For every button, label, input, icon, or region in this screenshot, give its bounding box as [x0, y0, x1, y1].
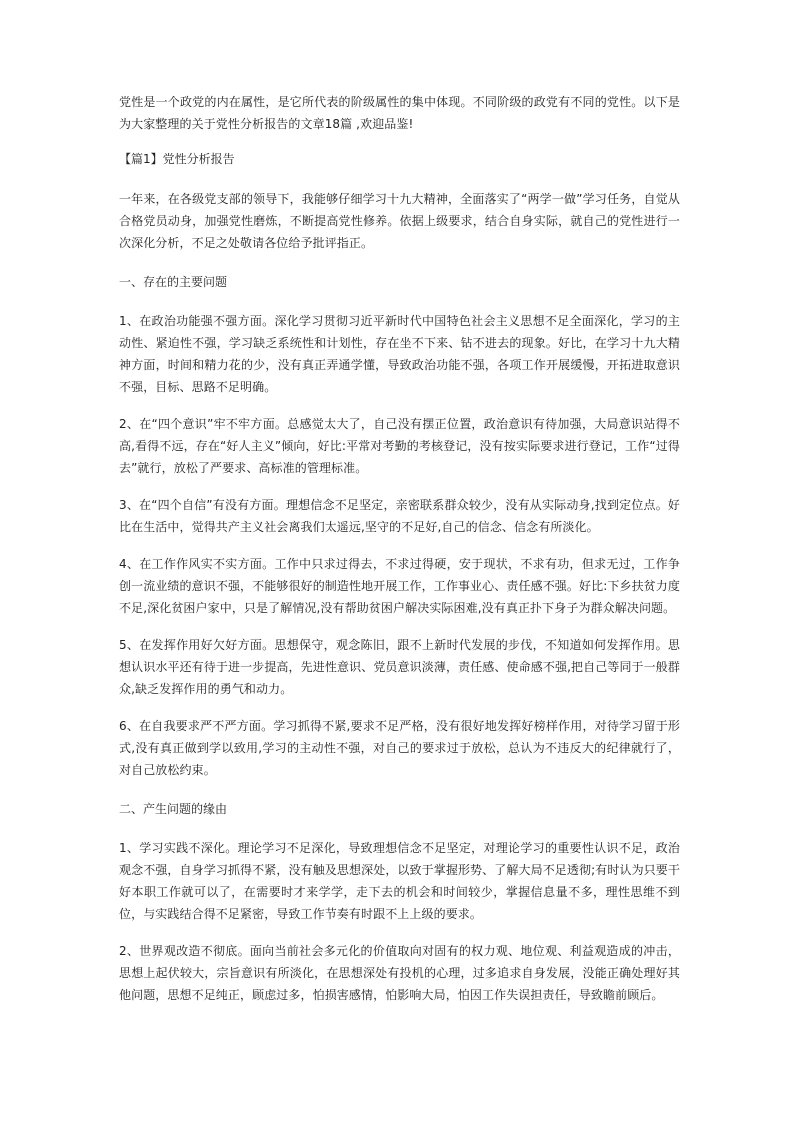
section-1-item-6: 6、在自我要求严不严方面。学习抓得不紧,要求不足严格，没有很好地发挥好榜样作用，对待学习留于形式,没有真正做到学以致用,学习的主动性不强，对自己的要求过于放松，总认为不违反大的纪律就行了，对自己放松约束。	[119, 719, 680, 777]
intro-paragraph: 党性是一个政党的内在属性，是它所代表的阶级属性的集中体现。不同阶级的政党有不同的党性。以下是为大家整理的关于党性分析报告的文章18篇 ,欢迎品鉴!	[119, 95, 680, 131]
document-page	[119, 91, 680, 1006]
section-1-item-5: 5、在发挥作用好欠好方面。思想保守，观念陈旧，跟不上新时代发展的步伐，不知道如何发挥作用。思想认识水平还有待于进一步提高，先进性意识、党员意识淡薄，责任感、使命感不强,把自己等同于一般群众,缺乏发挥作用的勇气和动力。	[119, 638, 680, 696]
section-1-item-4: 4、在工作作风实不实方面。工作中只求过得去，不求过得硬，安于现状，不求有功，但求无过，工作争创一流业绩的意识不强，不能够很好的制造性地开展工作，工作事业心、责任感不强。好比:下乡扶贫力度不足,深化贫困户家中，只是了解情况,没有帮助贫困户解决实际困难,没有真正扑下身子为群众解决问题。	[119, 557, 680, 615]
opening-paragraph: 一年来，在各级党支部的领导下，我能够仔细学习十九大精神，全面落实了“两学一做”学习任务，自觉从合格党员动身，加强党性磨炼，不断提高党性修养。依据上级要求，结合自身实际，就自己的党性进行一次深化分析，不足之处敬请各位给予批评指正。	[119, 192, 680, 250]
section-2-title: 二、产生问题的缘由	[119, 802, 228, 816]
section-2-item-1: 1、学习实践不深化。理论学习不足深化，导致理想信念不足坚定，对理论学习的重要性认识不足，政治观念不强，自身学习抓得不紧，没有触及思想深处，以致于掌握形势、了解大局不足透彻;有时认为只要干好本职工作就可以了，在需要时才来学学，走下去的机会和时间较少，掌握信息量不多，理性思维不到位，与实践结合得不足紧密，导致工作节奏有时跟不上上级的要求。	[119, 841, 680, 921]
section-2-item-2: 2、世界观改造不彻底。面向当前社会多元化的价值取向对固有的权力观、地位观、利益观造成的冲击，思想上起伏较大，宗旨意识有所淡化，在思想深处有投机的心理，过多追求自身发展，没能正确处理好其他问题，思想不足纯正，顾虑过多，怕损害感情，怕影响大局，怕因工作失误担责任，导致瞻前顾后。	[119, 944, 680, 1002]
section-1-item-1: 1、在政治功能强不强方面。深化学习贯彻习近平新时代中国特色社会主义思想不足全面深化，学习的主动性、紧迫性不强，学习缺乏系统性和计划性，存在坐不下来、钻不进去的现象。好比，在学习十九大精神方面，时间和精力花的少，没有真正弄通学懂，导致政治功能不强，各项工作开展缓慢，开拓进取意识不强，目标、思路不足明确。	[119, 314, 680, 394]
section-1-title: 一、存在的主要问题	[119, 275, 228, 289]
article-title: 【篇1】党性分析报告	[119, 152, 235, 166]
section-1-item-2: 2、在“四个意识”牢不牢方面。总感觉太大了，自己没有摆正位置，政治意识有待加强，大局意识站得不高,看得不远，存在“好人主义”倾向，好比:平常对考勤的考核登记，没有按实际要求进行登记，工作“过得去”就行，放松了严要求、高标准的管理标准。	[119, 417, 680, 475]
section-1-item-3: 3、在“四个自信”有没有方面。理想信念不足坚定，亲密联系群众较少，没有从实际动身,找到定位点。好比在生活中，觉得共产主义社会离我们太遥远,坚守的不足好,自己的信念、信念有所淡化。	[119, 498, 680, 534]
